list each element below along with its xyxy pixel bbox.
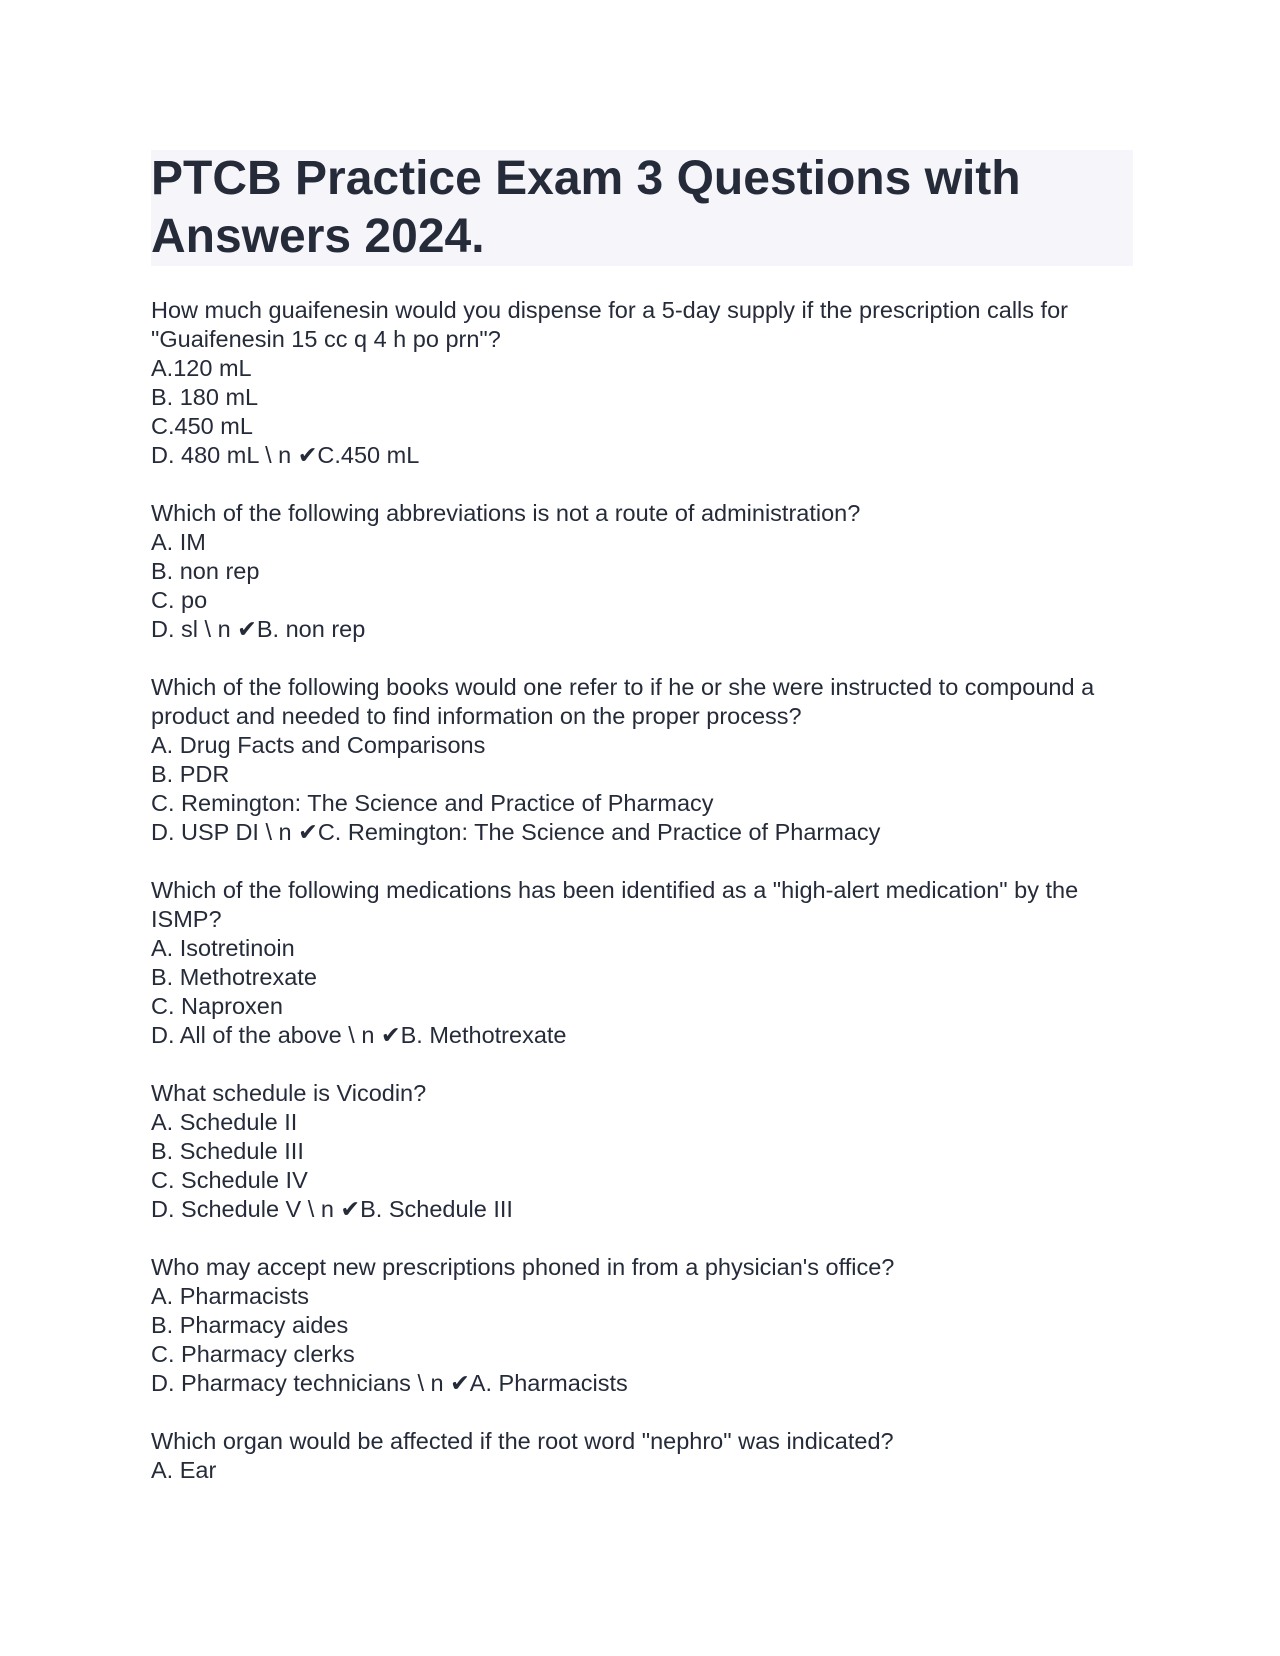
question-text: What schedule is Vicodin? — [151, 1080, 427, 1106]
title-banner — [151, 150, 1133, 266]
question-block-5 — [151, 1079, 1133, 1224]
answer-option-with-key: D. sl \ n ✔B. non rep — [151, 616, 366, 642]
question-block-1 — [151, 296, 1133, 470]
answer-option: A. Drug Facts and Comparisons — [151, 732, 486, 758]
answer-option: B. Pharmacy aides — [151, 1312, 349, 1338]
answer-option: C. Pharmacy clerks — [151, 1341, 355, 1367]
answer-option: C. Naproxen — [151, 993, 283, 1019]
question-text: Which of the following abbreviations is not a route of administration? — [151, 500, 861, 526]
question-text: Which organ would be affected if the root word "nephro" was indicated? — [151, 1428, 894, 1454]
document-page — [151, 150, 1133, 1514]
question-text: How much guaifenesin would you dispense for a 5-day supply if the prescription calls for "Guaifenesin 15 cc q 4 h po prn"? — [151, 297, 1075, 352]
answer-option-with-key: D. Pharmacy technicians \ n ✔A. Pharmacists — [151, 1370, 628, 1396]
answer-option: A. IM — [151, 529, 206, 555]
answer-option-with-key: D. Schedule V \ n ✔B. Schedule III — [151, 1196, 513, 1222]
answer-option-with-key: D. 480 mL \ n ✔C.450 mL — [151, 442, 420, 468]
question-text: Who may accept new prescriptions phoned in from a physician's office? — [151, 1254, 895, 1280]
question-text: Which of the following medications has been identified as a "high-alert medication" by the ISMP? — [151, 877, 1085, 932]
answer-option: B. PDR — [151, 761, 230, 787]
answer-option: A. Pharmacists — [151, 1283, 310, 1309]
answer-option: C. po — [151, 587, 208, 613]
answer-option: A.120 mL — [151, 355, 252, 381]
question-block-7 — [151, 1427, 1133, 1485]
answer-option: C. Schedule IV — [151, 1167, 308, 1193]
page-title: PTCB Practice Exam 3 Questions with Answers 2024. — [151, 152, 1021, 263]
answer-option: B. non rep — [151, 558, 260, 584]
question-block-6 — [151, 1253, 1133, 1398]
answer-option: C. Remington: The Science and Practice of Pharmacy — [151, 790, 714, 816]
answer-option-with-key: D. All of the above \ n ✔B. Methotrexate — [151, 1022, 567, 1048]
question-block-3 — [151, 673, 1133, 847]
answer-option: B. Methotrexate — [151, 964, 317, 990]
question-block-4 — [151, 876, 1133, 1050]
answer-option: A. Isotretinoin — [151, 935, 295, 961]
question-text: Which of the following books would one refer to if he or she were instructed to compound a product and needed to find information on the proper process? — [151, 674, 1101, 729]
answer-option: A. Schedule II — [151, 1109, 298, 1135]
answer-option-with-key: D. USP DI \ n ✔C. Remington: The Science and Practice of Pharmacy — [151, 819, 881, 845]
question-block-2 — [151, 499, 1133, 644]
answer-option: B. 180 mL — [151, 384, 259, 410]
answer-option: A. Ear — [151, 1457, 217, 1483]
answer-option: C.450 mL — [151, 413, 253, 439]
answer-option: B. Schedule III — [151, 1138, 304, 1164]
